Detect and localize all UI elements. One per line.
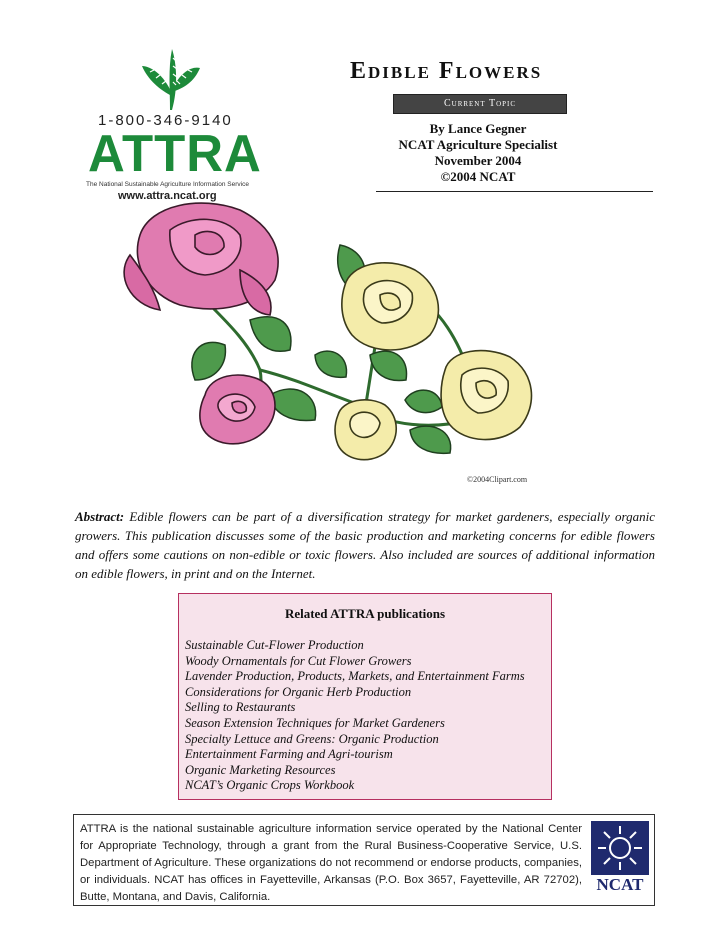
- ncat-wordmark: NCAT: [596, 875, 644, 894]
- related-item[interactable]: Specialty Lettuce and Greens: Organic Production: [185, 731, 439, 746]
- byline: [378, 121, 578, 185]
- related-item[interactable]: Season Extension Techniques for Market Gardeners: [185, 715, 445, 730]
- related-list: [185, 638, 525, 794]
- footer-box: [73, 814, 655, 906]
- footer-text: ATTRA is the national sustainable agriculture information service operated by the National Center for Appropriate Technology, through a grant from the Rural Business-Cooperative Service, U.S. Department of Agriculture. These organizations do not recommend or endorse products, companies, or individuals. NCAT has offices in Fayetteville, Arkansas (P.O. Box 3657, Fayetteville, AR 72702), Butte, Montana, and Davis, California.: [80, 823, 582, 903]
- leaf-logo-icon: [142, 44, 202, 112]
- attra-tagline: The National Sustainable Agriculture Information Service: [86, 181, 249, 188]
- related-item[interactable]: NCAT’s Organic Crops Workbook: [185, 778, 355, 793]
- yellow-rose-large: [342, 263, 439, 350]
- abstract-label: Abstract:: [75, 509, 125, 524]
- topic-label: Current Topic: [443, 98, 517, 109]
- ncat-badge: [591, 821, 649, 875]
- ncat-logo: [591, 821, 649, 897]
- related-item[interactable]: Organic Marketing Resources: [185, 762, 336, 777]
- related-item[interactable]: Sustainable Cut-Flower Production: [185, 638, 364, 652]
- related-item[interactable]: Lavender Production, Products, Markets, and Entertainment Farms: [185, 669, 525, 684]
- attra-wordmark: ATTRA: [88, 125, 262, 183]
- copyright: ©2004 NCAT: [440, 169, 516, 184]
- roses-illustration: [110, 195, 570, 485]
- attra-logo: [84, 44, 262, 202]
- pink-rose-small: [200, 375, 275, 444]
- related-item[interactable]: Selling to Restaurants: [185, 700, 296, 715]
- related-publications-box: [178, 593, 552, 800]
- abstract: [75, 507, 655, 583]
- related-item[interactable]: Entertainment Farming and Agri-tourism: [185, 747, 393, 762]
- author: By Lance Gegner: [429, 121, 527, 136]
- header-divider: [376, 191, 653, 192]
- related-item[interactable]: Considerations for Organic Herb Production: [185, 684, 412, 699]
- clipart-credit: ©2004Clipart.com: [467, 475, 528, 484]
- page-title: Edible Flowers: [350, 58, 543, 84]
- publish-date: November 2004: [434, 153, 522, 168]
- sun-icon: [591, 821, 649, 875]
- phone-number: 1-800-346-9140: [98, 112, 233, 129]
- abstract-text: Edible flowers can be part of a diversification strategy for market gardeners, especially organic growers. This publication discusses some of the basic production and marketing concerns for edible flowers and offers some cautions on non-edible or toxic flowers. Also included are sources of additional information on edible flowers, in print and on the Internet.: [75, 509, 655, 581]
- author-role: NCAT Agriculture Specialist: [398, 137, 558, 152]
- topic-badge: [393, 94, 567, 114]
- yellow-rose-small: [335, 400, 396, 460]
- pink-rose-large: [124, 203, 278, 315]
- related-item[interactable]: Woody Ornamentals for Cut Flower Growers: [185, 653, 412, 668]
- attra-url[interactable]: www.attra.ncat.org: [118, 190, 217, 202]
- yellow-rose-right: [441, 351, 531, 440]
- related-heading: Related ATTRA publications: [284, 606, 446, 621]
